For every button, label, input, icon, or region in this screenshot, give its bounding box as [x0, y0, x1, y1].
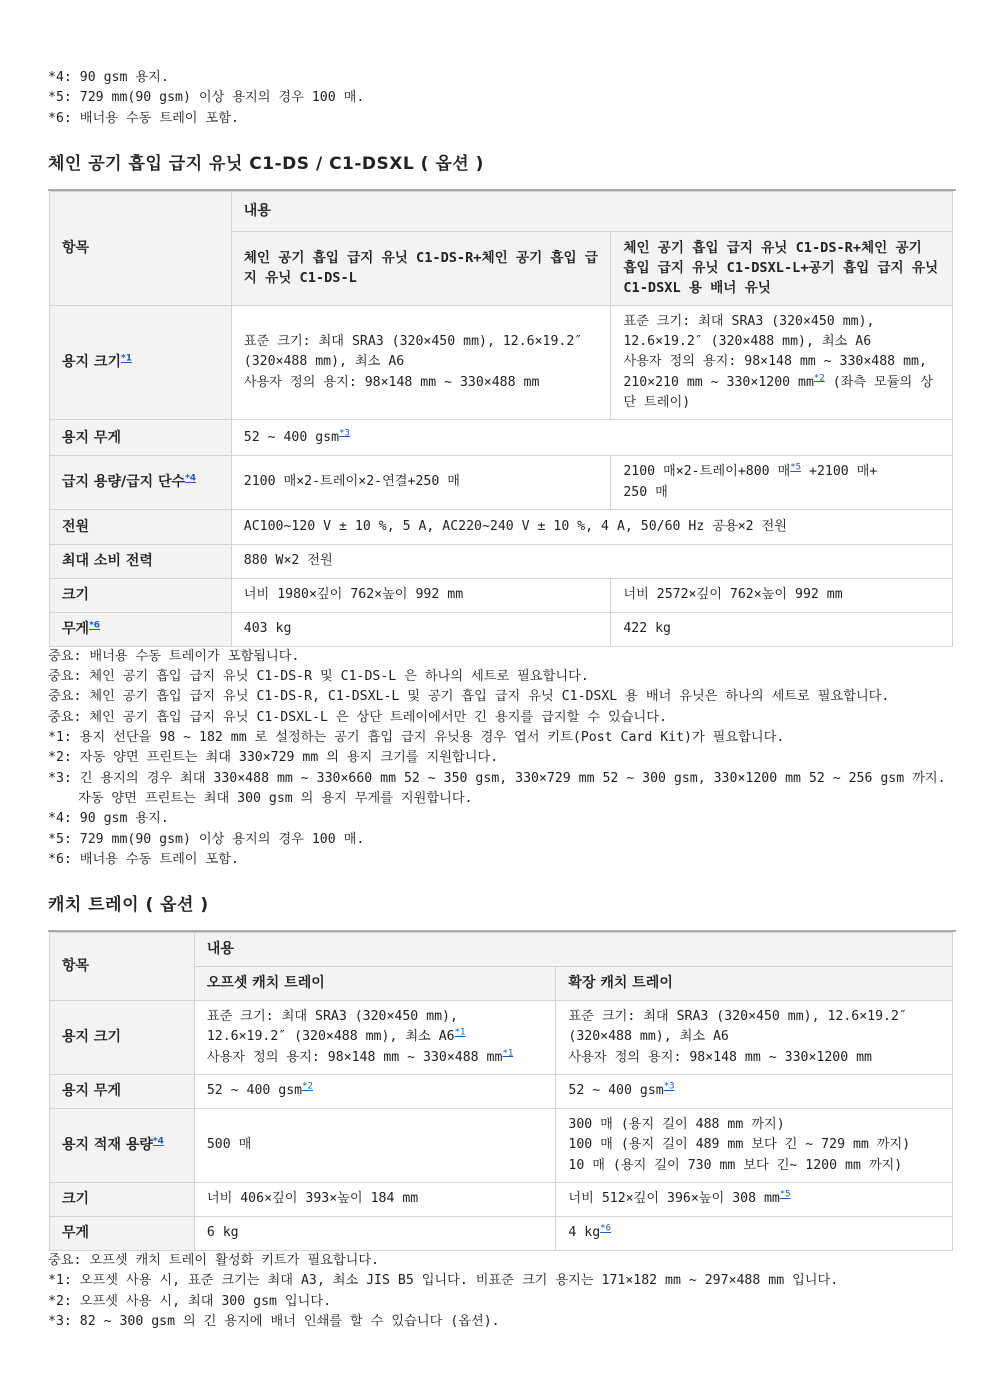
- cell-size-col1: 너비 406×깊이 393×높이 184 mm: [194, 1183, 556, 1217]
- header-item: 항목: [50, 191, 232, 305]
- row-label-size: 크기: [50, 1183, 195, 1217]
- cell-power: AC100~120 V ± 10 %, 5 A, AC220~240 V ± 10 %, 4 A, 50/60 Hz 공용×2 전원: [231, 509, 952, 544]
- footnote-link[interactable]: *3: [339, 428, 350, 439]
- footnote-link[interactable]: *4: [185, 473, 197, 484]
- footnote-link[interactable]: *6: [89, 620, 101, 631]
- note: 중요: 오프셋 캐치 트레이 활성화 키트가 필요합니다.: [48, 1253, 380, 1269]
- cell-text: 52 ~ 400 gsm: [243, 429, 340, 445]
- header-col1: 체인 공기 흡입 급지 유닛 C1-DS-R+체인 공기 흡입 급지 유닛 C1-DS-L: [231, 231, 611, 305]
- label-text: 용지 크기: [62, 354, 121, 371]
- section2-notes: [48, 1251, 956, 1332]
- cell-paper-size-col1: [194, 1001, 556, 1075]
- cell-text: 4 kg: [568, 1225, 601, 1241]
- label-text: 무게: [62, 621, 90, 638]
- header-col1: 오프셋 캐치 트레이: [194, 967, 556, 1001]
- cell-weight-col1: 403 kg: [231, 612, 611, 646]
- cell-stack-col1: 500 매: [194, 1109, 556, 1183]
- cell-text: +2100 매+ 250 매: [623, 464, 878, 500]
- row-label-size: 크기: [50, 578, 232, 612]
- cell-size-col2: [556, 1183, 953, 1217]
- header-item: 항목: [50, 933, 195, 1001]
- cell-paper-weight-col1: [194, 1075, 556, 1109]
- cell-paper-weight: [231, 420, 952, 456]
- label-text: 급지 용량/급지 단수: [62, 474, 186, 491]
- cell-weight-col2: [556, 1217, 953, 1251]
- row-label-power: 전원: [50, 509, 232, 544]
- row-label-capacity: [50, 456, 232, 510]
- footnote: *6: 배너용 수동 트레이 포함.: [48, 110, 239, 126]
- cell-stack-col2: 300 매 (용지 길이 488 mm 까지) 100 매 (용지 길이 489 mm 보다 긴 ~ 729 mm 까지) 10 매 (용지 길이 730 mm 보다 긴~ 1200 mm 까지): [556, 1109, 953, 1183]
- row-label-stack: [50, 1109, 195, 1183]
- footnote-link[interactable]: *3: [663, 1082, 675, 1093]
- header-col2: 확장 캐치 트레이: [556, 967, 953, 1001]
- footnote: *5: 729 mm(90 gsm) 이상 용지의 경우 100 매.: [48, 90, 365, 106]
- cell-paper-size-col2: 표준 크기: 최대 SRA3 (320×450 mm), 12.6×19.2″ (320×488 mm), 최소 A6 사용자 정의 용지: 98×148 mm ~ 330×1200 mm: [556, 1001, 953, 1075]
- cell-text: 52 ~ 400 gsm: [568, 1083, 664, 1099]
- row-label-weight: 무게: [50, 1217, 195, 1251]
- footnote-link[interactable]: *5: [779, 1190, 791, 1201]
- note: *2: 오프셋 사용 시, 최대 300 gsm 입니다.: [48, 1293, 332, 1309]
- note: *3: 긴 용지의 경우 최대 330×488 mm ~ 330×660 mm 52 ~ 350 gsm, 330×729 mm 52 ~ 300 gsm, 330×1200 mm 52 ~ 256 gsm 까지. 자동 양면 프린트는 최대 300 gsm 의 용지 무게를 지원합니다.: [48, 770, 954, 806]
- row-label-max-power: 최대 소비 전력: [50, 544, 232, 578]
- section-title-chain-feeder: 체인 공기 흡입 급지 유닛 C1-DS / C1-DSXL ( 옵션 ): [48, 153, 484, 174]
- row-label-paper-size: 용지 크기: [50, 1001, 195, 1075]
- cell-paper-size-col2: [611, 305, 953, 419]
- section-title-catch-tray: 캐치 트레이 ( 옵션 ): [48, 895, 209, 916]
- cell-text: 너비 512×깊이 396×높이 308 mm: [568, 1191, 780, 1207]
- cell-capacity-col1: 2100 매×2-트레이×2-연결+250 매: [231, 456, 611, 510]
- note: *2: 자동 양면 프린트는 최대 330×729 mm 의 용지 크기를 지원합니다.: [48, 750, 499, 766]
- note: *5: 729 mm(90 gsm) 이상 용지의 경우 100 매.: [48, 831, 365, 847]
- cell-capacity-col2: [611, 456, 953, 510]
- cell-text: 52 ~ 400 gsm: [206, 1083, 303, 1099]
- row-label-paper-weight: 용지 무게: [50, 420, 232, 456]
- cell-text: 표준 크기: 최대 SRA3 (320×450 mm), 12.6×19.2″ (320×488 mm), 최소 A6: [206, 1009, 466, 1045]
- header-content: 내용: [231, 191, 952, 231]
- note: *1: 용지 선단을 98 ~ 182 mm 로 설정하는 공기 흡입 급지 유닛용 경우 엽서 키트(Post Card Kit)가 필요합니다.: [48, 730, 785, 746]
- spec-table-catch-tray: [49, 932, 953, 1251]
- cell-text: 사용자 정의 용지: 98×148 mm ~ 330×488 mm: [206, 1049, 503, 1065]
- cell-size-col2: 너비 2572×깊이 762×높이 992 mm: [611, 578, 953, 612]
- note: *6: 배너용 수동 트레이 포함.: [48, 851, 239, 867]
- cell-max-power: 880 W×2 전원: [231, 544, 952, 578]
- top-footnotes: [48, 68, 956, 129]
- row-label-paper-size: [50, 305, 232, 419]
- footnote-link[interactable]: *2: [302, 1082, 313, 1093]
- footnote-link[interactable]: *1: [454, 1028, 466, 1039]
- note: *3: 82 ~ 300 gsm 의 긴 용지에 배너 인쇄를 할 수 있습니다 (옵션).: [48, 1314, 500, 1330]
- cell-size-col1: 너비 1980×깊이 762×높이 992 mm: [231, 578, 611, 612]
- label-text: 용지 적재 용량: [62, 1137, 153, 1154]
- cell-text: 표준 크기: 최대 SRA3 (320×450 mm), 12.6×19.2″ (320×488 mm), 최소 A6 사용자 정의 용지: 98×148 mm ~ 330×488 mm, 210×210 mm ~ 330×1200 mm: [623, 313, 927, 390]
- note: *1: 오프셋 사용 시, 표준 크기는 최대 A3, 최소 JIS B5 입니다. 비표준 크기 용지는 171×182 mm ~ 297×488 mm 입니다.: [48, 1273, 839, 1289]
- footnote-link[interactable]: *5: [790, 462, 802, 473]
- footnote-link[interactable]: *2: [813, 373, 825, 384]
- footnote: *4: 90 gsm 용지.: [48, 70, 169, 85]
- cell-weight-col1: 6 kg: [194, 1217, 556, 1251]
- footnote-link[interactable]: *6: [600, 1224, 612, 1235]
- section1-notes: [48, 647, 956, 870]
- footnote-link[interactable]: *1: [120, 353, 132, 364]
- cell-paper-size-col1: 표준 크기: 최대 SRA3 (320×450 mm), 12.6×19.2″ (320×488 mm), 최소 A6 사용자 정의 용지: 98×148 mm ~ 330×488 mm: [231, 305, 611, 419]
- cell-weight-col2: 422 kg: [611, 612, 953, 646]
- spec-table-chain-feeder: [49, 191, 953, 647]
- header-col2: 체인 공기 흡입 급지 유닛 C1-DS-R+체인 공기 흡입 급지 유닛 C1-DSXL-L+공기 흡입 급지 유닛 C1-DSXL 용 배너 유닛: [611, 231, 953, 305]
- row-label-weight: [50, 612, 232, 646]
- note: *4: 90 gsm 용지.: [48, 811, 169, 827]
- cell-text: (좌측 모듈의 상단 트레이): [623, 374, 933, 410]
- cell-text: 2100 매×2-트레이+800 매: [623, 464, 791, 480]
- header-content: 내용: [194, 933, 952, 967]
- note: 중요: 체인 공기 흡입 급지 유닛 C1-DSXL-L 은 상단 트레이에서만 긴 용지를 급지할 수 있습니다.: [48, 709, 667, 725]
- row-label-paper-weight: 용지 무게: [50, 1075, 195, 1109]
- note: 중요: 체인 공기 흡입 급지 유닛 C1-DS-R, C1-DSXL-L 및 공기 흡입 급지 유닛 C1-DSXL 용 배너 유닛은 하나의 세트로 필요합니다.: [48, 689, 890, 705]
- note: 중요: 체인 공기 흡입 급지 유닛 C1-DS-R 및 C1-DS-L 은 하나의 세트로 필요합니다.: [48, 669, 589, 685]
- footnote-link[interactable]: *1: [502, 1048, 514, 1059]
- footnote-link[interactable]: *4: [152, 1136, 164, 1147]
- note: 중요: 배너용 수동 트레이가 포함됩니다.: [48, 648, 300, 664]
- document-page: [48, 68, 956, 1332]
- cell-paper-weight-col2: [556, 1075, 953, 1109]
